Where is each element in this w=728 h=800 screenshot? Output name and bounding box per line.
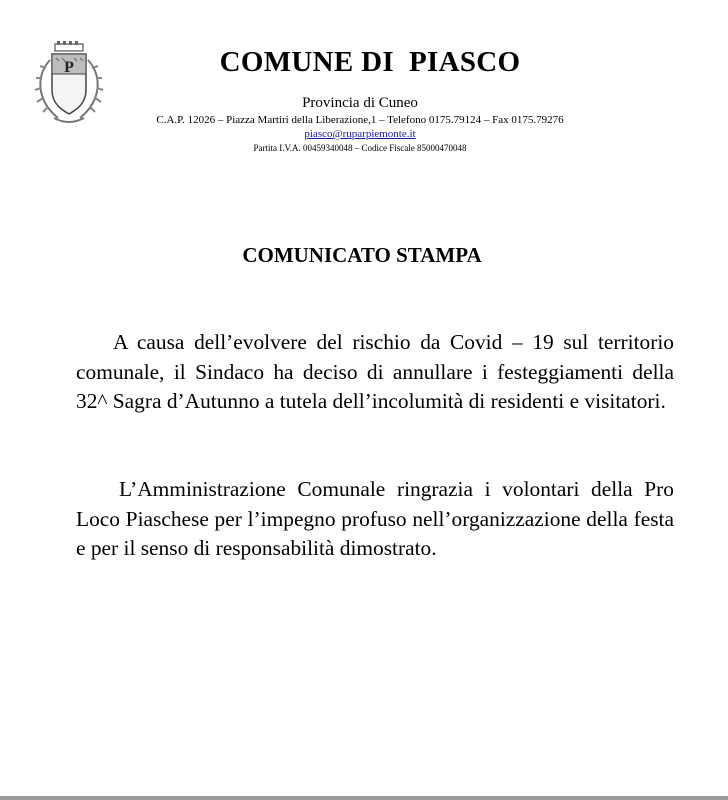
page-bottom-border xyxy=(0,796,728,800)
email-link[interactable]: piasco@ruparpiemonte.it xyxy=(304,128,416,140)
address-line: C.A.P. 12026 – Piazza Martiri della Liberazione,1 – Telefono 0175.79124 – Fax 0175.79276 xyxy=(156,114,564,126)
press-release-heading: COMUNICATO STAMPA xyxy=(242,243,482,267)
municipality-title: COMUNE DI PIASCO xyxy=(219,46,521,78)
province-line: Provincia di Cuneo xyxy=(302,95,418,111)
paragraph-1: A causa dell’evolvere del rischio da Covid – 19 sul territorio comunale, il Sindaco ha deciso di annullare i festeggiamenti della 32^ Sagra d’Autunno a tutela dell’incolumità di residenti e visitatori. xyxy=(76,330,674,413)
email-line xyxy=(230,128,490,140)
tax-info-line: Partita I.V.A. 00459340048 – Codice Fiscale 85000470048 xyxy=(253,143,467,153)
paragraph-2: L’Amministrazione Comunale ringrazia i volontari della Pro Loco Piaschese per l’impegno profuso nell’organizzazione della festa e per il senso di responsabilità dimostrato. xyxy=(76,477,674,560)
crest-letter: P xyxy=(64,59,74,76)
